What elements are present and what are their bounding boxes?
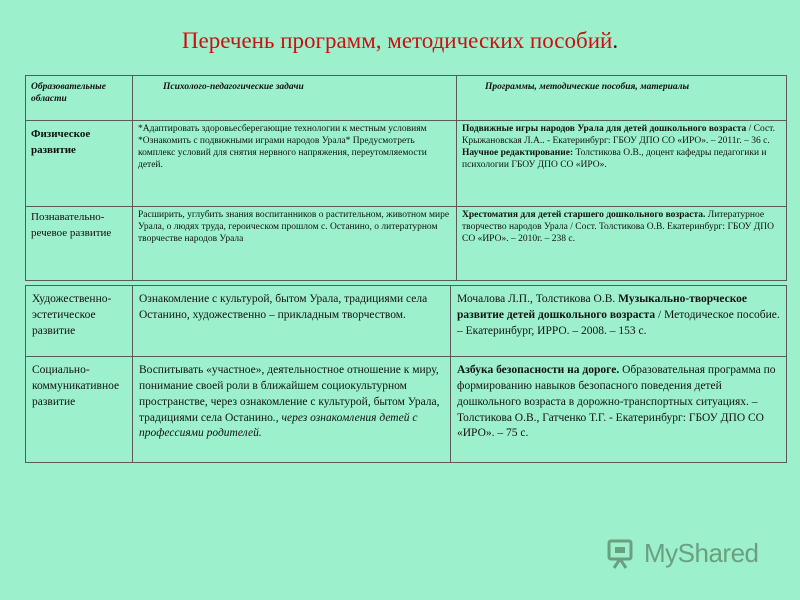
row-programs: Подвижные игры народов Урала для детей дошкольного возраста / Сост. Крыжановская Л.А.. - Екатеринбург: ГБОУ ДПО СО «ИРО». – 2011г. – 36 с. Научное редактирование: Толстикова О.В., доцент кафедры педагогики и психологии ГБОУ ДПО СО «ИРО».: [457, 121, 787, 207]
row-programs: Хрестоматия для детей старшего дошкольного возраста. Литературное творчество народов Урала / Сост. Толстикова О.В. Екатеринбург: ГБОУ ДПО СО «ИРО». – 2010г. – 238 с.: [457, 207, 787, 281]
watermark-text: MyShared: [644, 538, 759, 568]
header-programs: Программы, методические пособия, материалы: [457, 76, 787, 121]
programs-table-bottom: [25, 285, 787, 463]
title-text: Перечень программ, методических пособий: [181, 28, 613, 53]
row-area: Физическое развитие: [26, 121, 133, 207]
watermark-logo: [606, 538, 776, 572]
page-title: [0, 28, 800, 54]
title-dot: .: [612, 28, 619, 53]
table-row: [26, 207, 787, 281]
table-row: [26, 121, 787, 207]
presentation-board-icon: [606, 538, 638, 570]
row-area: Познавательно-речевое развитие: [26, 207, 133, 281]
table-row: [26, 286, 787, 357]
row-tasks: *Адаптировать здоровьесберегающие технологии к местным условиям *Ознакомить с подвижными играми народов Урала* Предусмотреть комплекс условий для снятия нервного напряжения, переутомляемости детей.: [133, 121, 457, 207]
row-programs: Азбука безопасности на дороге. Образовательная программа по формированию навыков безопасного поведения детей дошкольного возраста в дорожно-транспортных ситуациях. – Толстикова О.В., Гатченко Т.Г. - Екатеринбург: ГБОУ ДПО СО «ИРО». – 75 с.: [451, 357, 787, 463]
row-tasks: Расширить, углубить знания воспитанников о растительном, животном мире Урала, о людях труда, героическом прошлом с. Останино, о литературном творчестве народов Урала: [133, 207, 457, 281]
table-header-row: [26, 76, 787, 121]
row-area: Социально-коммуникативное развитие: [26, 357, 133, 463]
header-tasks: Психолого-педагогические задачи: [133, 76, 457, 121]
header-area: Образовательные области: [26, 76, 133, 121]
row-tasks: Ознакомление с культурой, бытом Урала, традициями села Останино, художественно – прикладным творчеством.: [133, 286, 451, 357]
table-row: [26, 357, 787, 463]
row-area: Художественно-эстетическое развитие: [26, 286, 133, 357]
row-tasks: Воспитывать «участное», деятельностное отношение к миру, понимание своей роли в ближайшем социокультурном пространстве, через ознакомление с культурой, бытом Урала, традициями села Останино., через ознакомления детей с профессиями родителей.: [133, 357, 451, 463]
programs-table-top: [25, 75, 787, 281]
row-programs: Мочалова Л.П., Толстикова О.В. Музыкально-творческое развитие детей дошкольного возраста / Методическое пособие. – Екатеринбург, ИРРО. – 2008. – 153 с.: [451, 286, 787, 357]
